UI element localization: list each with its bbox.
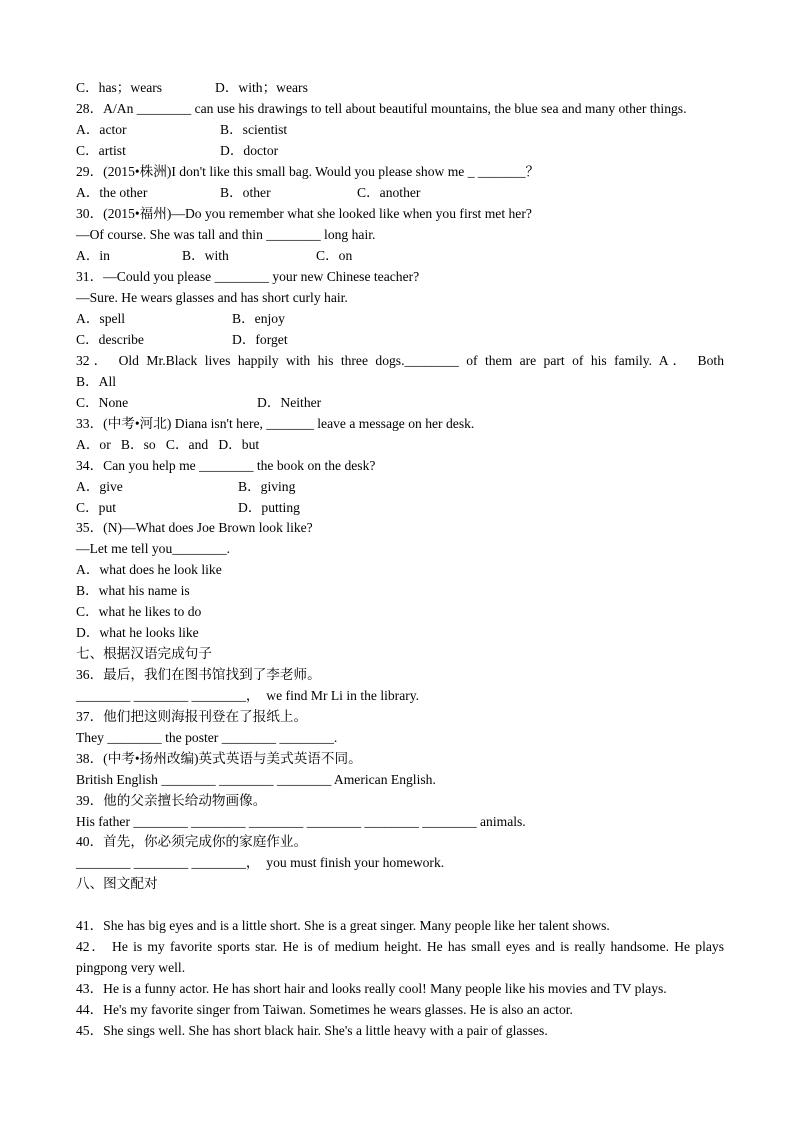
question-31: 31．—Could you please ________ your new Chinese teacher? [76,269,420,284]
question-45: 45．She sings well. She has short black hair. She's a little heavy with a pair of glasses. [76,1023,548,1038]
question-38: 38．(中考•扬州改编)英式英语与美式英语不同。 [76,751,362,766]
question-33: 33．(中考•河北) Diana isn't here, _______ leave a message on her desk. [76,416,475,431]
question-39: 39．他的父亲擅长给动物画像。 [76,793,267,808]
q34-option-b: B．giving [238,479,296,494]
q29-option-a: A．the other [76,185,148,200]
q29-option-b: B．other [220,185,271,200]
q35-option-c: C．what he likes to do [76,604,202,619]
q35-option-d: D．what he looks like [76,625,199,640]
question-35: 35．(N)—What does Joe Brown look like? [76,520,313,535]
q28-option-a: A．actor [76,122,127,137]
q34-option-a: A．give [76,479,123,494]
q29-option-c: C．another [357,185,421,200]
q30-option-a: A．in [76,248,110,263]
question-42: 42． He is my favorite sports star. He is of medium height. He has small eyes and is really handsome. He plays [76,939,724,954]
question-30-line-2: —Of course. She was tall and thin ________ long hair. [76,227,376,242]
q31-option-c: C．describe [76,332,144,347]
section-7-heading: 七、根据汉语完成句子 [76,646,212,661]
question-43: 43．He is a funny actor. He has short hair and looks really cool! Many people like his movies and TV plays. [76,981,667,996]
q33-options: A．or B．so C．and D．but [76,437,260,452]
q32-option-b: B．All [76,374,117,389]
question-44: 44．He's my favorite singer from Taiwan. Sometimes he wears glasses. He is also an actor. [76,1002,573,1017]
question-30: 30．(2015•福州)—Do you remember what she looked like when you first met her? [76,206,532,221]
question-35-line-2: —Let me tell you________. [76,541,231,556]
question-41: 41．She has big eyes and is a little short. She is a great singer. Many people like her talent shows. [76,918,610,933]
question-38-line-2: British English ________ ________ ________ American English. [76,772,436,787]
question-37-line-2: They ________ the poster ________ ________. [76,730,338,745]
q30-option-b: B．with [182,248,229,263]
q27-option-c: C．has；wears [76,80,163,95]
question-31-line-2: —Sure. He wears glasses and has short curly hair. [76,290,348,305]
question-34: 34．Can you help me ________ the book on the desk? [76,458,376,473]
q28-option-c: C．artist [76,143,126,158]
q31-option-a: A．spell [76,311,126,326]
question-28: 28．A/An ________ can use his drawings to tell about beautiful mountains, the blue sea and many other things. [76,101,687,116]
question-40-line-2: ________ ________ ________， you must finish your homework. [76,855,445,870]
q35-option-b: B．what his name is [76,583,190,598]
question-40: 40．首先，你必须完成你的家庭作业。 [76,834,308,849]
section-8-heading: 八、图文配对 [76,876,158,891]
question-36: 36．最后，我们在图书馆找到了李老师。 [76,667,321,682]
question-42-line-2: pingpong very well. [76,960,186,975]
q32-option-d: D．Neither [257,395,322,410]
question-32: 32． Old Mr.Black lives happily with his three dogs.________ of them are part of his family. A． Both [76,353,724,368]
q32-option-c: C．None [76,395,129,410]
q34-option-c: C．put [76,500,117,515]
q35-option-a: A．what does he look like [76,562,222,577]
q31-option-d: D．forget [232,332,288,347]
q34-option-d: D．putting [238,500,300,515]
q27-option-d: D．with；wears [215,80,308,95]
question-36-line-2: ________ ________ ________， we find Mr Li in the library. [76,688,420,703]
q30-option-c: C．on [316,248,353,263]
q28-option-d: D．doctor [220,143,279,158]
question-29: 29．(2015•株洲)I don't like this small bag. Would you please show me _ _______？ [76,164,540,179]
q31-option-b: B．enjoy [232,311,285,326]
q28-option-b: B．scientist [220,122,288,137]
question-37: 37．他们把这则海报刊登在了报纸上。 [76,709,308,724]
question-39-line-2: His father ________ ________ ________ ________ ________ ________ animals. [76,814,526,829]
